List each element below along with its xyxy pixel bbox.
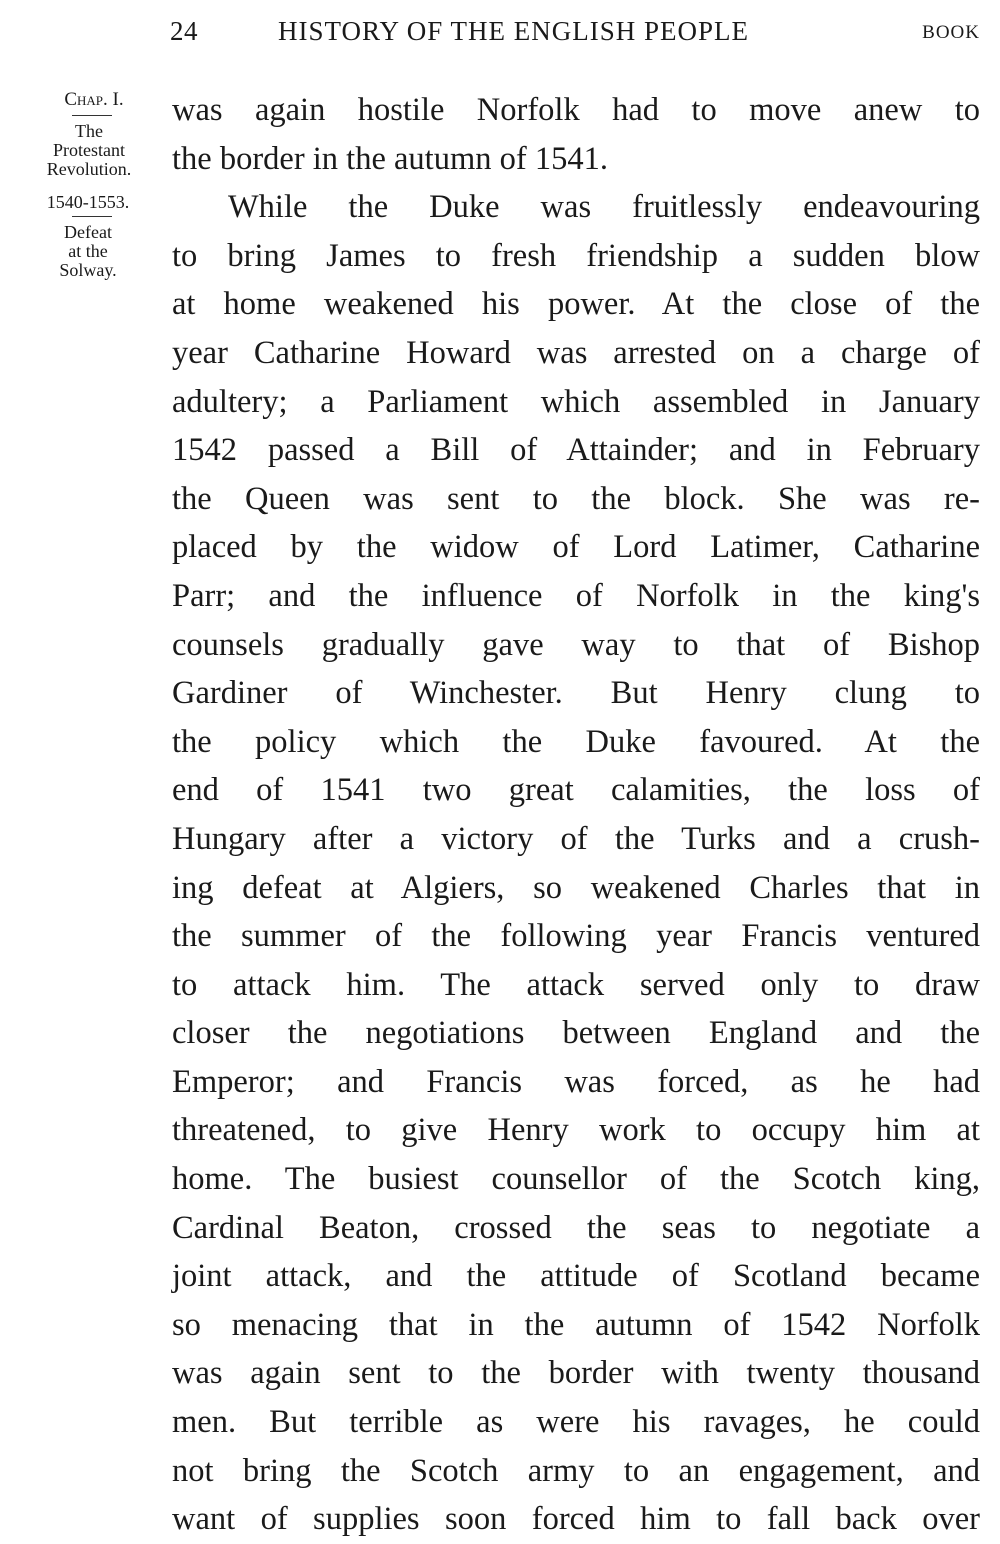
text-line: so menacing that in the autumn of 1542 Norfolk [172,1306,980,1343]
running-head [168,14,980,54]
book-label: BOOK [922,22,980,43]
text-line: Gardiner of Winchester. But Henry clung to [172,675,980,712]
text-line: Emperor; and Francis was forced, as he had [172,1063,980,1100]
topic-line-2: Protestant [53,140,125,160]
text-line: adultery; a Parliament which assembled in January [172,383,980,420]
margin-rule [72,216,112,217]
chapter-label: Chap. I. [64,89,124,110]
subtopic-line-3: Solway. [59,260,117,280]
text-line: closer the negotiations between England and the [172,1015,980,1052]
topic-line-1: The [75,121,103,141]
text-line: want of supplies soon forced him to fall back over [172,1501,980,1538]
text-line: the policy which the Duke favoured. At the [172,723,980,760]
subtopic-line-1: Defeat [64,222,112,242]
text-line: end of 1541 two great calamities, the loss of [172,772,980,809]
text-line: threatened, to give Henry work to occupy him at [172,1112,980,1149]
book-title: HISTORY OF THE ENGLISH PEOPLE [278,16,750,46]
text-line: home. The busiest counsellor of the Scotch king, [172,1161,980,1198]
text-line: was again sent to the border with twenty thousand [172,1355,980,1392]
body-text [172,86,980,1544]
text-line: the border in the autumn of 1541. [172,140,608,177]
date-range: 1540-1553. [46,192,130,212]
page-number: 24 [170,16,198,46]
text-line: men. But terrible as were his ravages, he could [172,1404,980,1441]
text-line: the Queen was sent to the block. She was re- [172,480,980,517]
margin-rule [72,115,112,116]
text-line: not bring the Scotch army to an engagement, and [172,1452,980,1489]
text-line: to attack him. The attack served only to draw [172,966,980,1003]
text-line: was again hostile Norfolk had to move anew to [172,92,980,128]
text-line: to bring James to fresh friendship a sudden blow [172,237,980,274]
text-line: Cardinal Beaton, crossed the seas to negotiate a [172,1209,980,1246]
text-line: year Catharine Howard was arrested on a charge of [172,334,980,371]
text-line: While the Duke was fruitlessly endeavouring [228,189,980,226]
text-line: 1542 passed a Bill of Attainder; and in February [172,432,980,469]
text-line: joint attack, and the attitude of Scotland became [172,1258,980,1295]
text-line: ing defeat at Algiers, so weakened Charles that in [172,869,980,906]
topic-line-3: Revolution. [46,159,132,179]
margin-notes [20,90,148,280]
text-line: Parr; and the influence of Norfolk in the king's [172,577,980,614]
text-line: the summer of the following year Francis ventured [172,918,980,955]
subtopic-line-2: at the [68,241,108,261]
text-line: placed by the widow of Lord Latimer, Catharine [172,529,980,566]
text-line: at home weakened his power. At the close of the [172,286,980,323]
text-line: counsels gradually gave way to that of Bishop [172,626,980,663]
text-line: Hungary after a victory of the Turks and a crush- [172,820,980,857]
